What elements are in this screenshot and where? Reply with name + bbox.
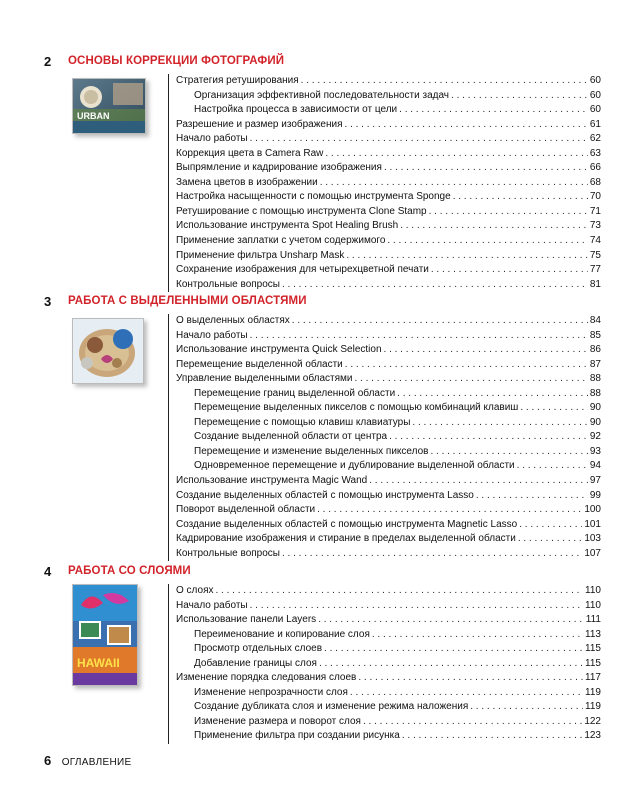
toc-dot-leader xyxy=(350,686,583,701)
toc-entry xyxy=(169,729,601,744)
toc-dot-leader xyxy=(430,445,587,460)
toc-entry-title: Начало работы xyxy=(176,133,248,145)
toc-entry-page: 88 xyxy=(589,387,601,399)
footer-label: ОГЛАВЛЕНИЕ xyxy=(61,757,132,768)
toc-entry-page: 117 xyxy=(585,672,601,684)
toc-entry-page: 88 xyxy=(589,373,601,385)
chapter-number: 2 xyxy=(44,54,52,69)
toc-entry-page: 66 xyxy=(589,162,601,174)
toc-dot-leader xyxy=(319,657,583,672)
toc-entry-page: 86 xyxy=(589,344,601,356)
toc-dot-leader xyxy=(518,532,583,547)
toc-entry-title: Настройка насыщенности с помощью инструмента Sponge xyxy=(176,191,451,203)
toc-entry-page: 100 xyxy=(584,504,601,516)
toc-dot-leader xyxy=(476,489,588,504)
toc-dot-leader xyxy=(389,430,588,445)
hawaii-postcard-image xyxy=(73,585,137,685)
toc-entry-title: Начало работы xyxy=(176,599,248,611)
toc-entry xyxy=(169,459,601,474)
toc-entry-title: Выпрямление и кадрирование изображения xyxy=(176,162,382,174)
chapter-2-toc xyxy=(168,74,601,292)
toc-entry-page: 74 xyxy=(589,235,601,247)
toc-entry-title: Коррекция цвета в Camera Raw xyxy=(176,147,324,159)
toc-entry-title: Создание выделенных областей с помощью инструмента Magnetic Lasso xyxy=(176,518,518,530)
toc-entry xyxy=(169,445,601,460)
toc-dot-leader xyxy=(384,161,588,176)
toc-dot-leader xyxy=(397,387,588,402)
toc-entry xyxy=(169,278,601,293)
chapter-title: РАБОТА С ВЫДЕЛЕННЫМИ ОБЛАСТЯМИ xyxy=(68,295,307,307)
toc-entry xyxy=(169,715,601,730)
chapter-number: 3 xyxy=(44,294,52,309)
toc-entry-title: О выделенных областях xyxy=(176,315,290,326)
toc-entry xyxy=(169,103,601,118)
toc-entry xyxy=(169,474,601,489)
toc-dot-leader xyxy=(318,613,584,628)
toc-entry xyxy=(169,234,601,249)
chapter-number: 4 xyxy=(44,564,52,579)
toc-entry xyxy=(169,387,601,402)
toc-entry xyxy=(169,628,601,643)
toc-entry-title: Использование инструмента Quick Selection xyxy=(176,344,382,356)
toc-entry-title: Использование панели Layers xyxy=(176,614,317,626)
toc-entry-page: 97 xyxy=(589,475,601,487)
toc-entry-title: Организация эффективной последовательности задач xyxy=(194,89,450,101)
chapter-4-thumbnail xyxy=(72,584,138,686)
toc-entry-page: 87 xyxy=(589,358,601,370)
toc-entry xyxy=(169,263,601,278)
toc-dot-leader xyxy=(412,416,587,431)
toc-entry-title: Создание выделенных областей с помощью инструмента Lasso xyxy=(176,489,474,501)
toc-entry-title: Управление выделенными областями xyxy=(176,373,353,385)
toc-entry-page: 61 xyxy=(589,118,601,130)
toc-dot-leader xyxy=(250,329,588,344)
toc-entry xyxy=(169,584,601,599)
toc-entry-page: 111 xyxy=(585,614,601,626)
toc-entry xyxy=(169,89,601,104)
toc-entry xyxy=(169,358,601,373)
toc-entry xyxy=(169,118,601,133)
toc-entry xyxy=(169,249,601,264)
toc-dot-leader xyxy=(402,729,582,744)
toc-dot-leader xyxy=(517,459,588,474)
toc-entry xyxy=(169,343,601,358)
toc-entry xyxy=(169,700,601,715)
toc-entry-title: Изменение размера и поворот слоя xyxy=(194,715,361,727)
toc-entry-title: Контрольные вопросы xyxy=(176,278,280,290)
toc-entry xyxy=(169,147,601,162)
toc-dot-leader xyxy=(282,547,582,562)
toc-dot-leader xyxy=(317,503,582,518)
toc-dot-leader xyxy=(369,474,588,489)
urban-photo-image xyxy=(73,79,145,133)
toc-entry-page: 90 xyxy=(589,416,601,428)
toc-entry-title: Добавление границы слоя xyxy=(194,657,317,669)
toc-entry xyxy=(169,489,601,504)
toc-dot-leader xyxy=(372,628,583,643)
toc-dot-leader xyxy=(215,584,583,599)
toc-entry-page: 110 xyxy=(585,599,601,611)
toc-entry-page: 62 xyxy=(589,133,601,145)
toc-entry-title: Перемещение и изменение выделенных пикселов xyxy=(194,445,429,457)
toc-dot-leader xyxy=(470,700,583,715)
toc-entry-page: 119 xyxy=(585,701,601,713)
toc-entry-page: 94 xyxy=(589,460,601,472)
chapter-3-thumbnail xyxy=(72,318,144,384)
toc-entry-title: Перемещение с помощью клавиш клавиатуры xyxy=(194,416,411,428)
toc-entry-title: Стратегия ретуширования xyxy=(176,75,299,86)
toc-dot-leader xyxy=(292,314,588,329)
urban-image-text: URBAN xyxy=(77,111,110,121)
toc-dot-leader xyxy=(250,132,588,147)
chapter-header xyxy=(0,294,632,310)
toc-entry xyxy=(169,547,601,562)
toc-entry xyxy=(169,430,601,445)
toc-entry-title: Кадрирование изображения и стирание в пределах выделенной области xyxy=(176,533,516,545)
toc-entry-title: Использование инструмента Magic Wand xyxy=(176,475,368,487)
toc-entry-page: 122 xyxy=(584,715,601,727)
toc-entry xyxy=(169,613,601,628)
toc-entry xyxy=(169,219,601,234)
toc-dot-leader xyxy=(355,372,588,387)
toc-entry-page: 93 xyxy=(589,445,601,457)
toc-entry-title: Перемещение границ выделенной области xyxy=(194,387,396,399)
toc-entry-title: Применение заплатки с учетом содержимого xyxy=(176,235,386,247)
toc-dot-leader xyxy=(400,219,588,234)
toc-entry-page: 63 xyxy=(589,147,601,159)
toc-entry-page: 77 xyxy=(589,264,601,276)
toc-entry-title: Создание выделенной области от центра xyxy=(194,431,388,443)
toc-dot-leader xyxy=(363,715,582,730)
toc-entry xyxy=(169,329,601,344)
toc-dot-leader xyxy=(324,642,583,657)
toc-entry-title: Перемещение выделенной области xyxy=(176,358,343,370)
toc-dot-leader xyxy=(345,118,588,133)
footer-page-number: 6 xyxy=(44,753,52,768)
toc-dot-leader xyxy=(250,599,583,614)
chapter-header xyxy=(0,54,632,70)
toc-dot-leader xyxy=(520,401,588,416)
toc-dot-leader xyxy=(282,278,588,293)
toc-entry-page: 60 xyxy=(589,75,601,86)
toc-entry-page: 85 xyxy=(589,329,601,341)
toc-entry-page: 81 xyxy=(589,278,601,290)
toc-entry-page: 101 xyxy=(584,518,601,530)
toc-entry xyxy=(169,132,601,147)
toc-entry-page: 73 xyxy=(589,220,601,232)
toc-entry-page: 107 xyxy=(584,547,601,559)
toc-entry-page: 115 xyxy=(585,643,601,655)
toc-dot-leader xyxy=(345,358,588,373)
toc-entry-title: Сохранение изображения для четырехцветной печати xyxy=(176,264,429,276)
toc-entry-title: Применение фильтра Unsharp Mask xyxy=(176,249,345,261)
toc-entry xyxy=(169,176,601,191)
toc-entry xyxy=(169,503,601,518)
toc-entry-page: 70 xyxy=(589,191,601,203)
toc-entry-title: Настройка процесса в зависимости от цели xyxy=(194,104,398,116)
toc-entry-title: Начало работы xyxy=(176,329,248,341)
toc-entry-title: Замена цветов в изображении xyxy=(176,176,318,188)
toc-entry-page: 119 xyxy=(585,686,601,698)
toc-entry xyxy=(169,416,601,431)
toc-dot-leader xyxy=(320,176,588,191)
toc-entry-page: 103 xyxy=(584,533,601,545)
toc-dot-leader xyxy=(346,249,588,264)
toc-entry-page: 99 xyxy=(589,489,601,501)
toc-entry-title: Контрольные вопросы xyxy=(176,547,280,559)
toc-entry-title: Разрешение и размер изображения xyxy=(176,118,343,130)
toc-entry-title: Одновременное перемещение и дублирование выделенной области xyxy=(194,460,515,472)
toc-entry-title: Изменение порядка следования слоев xyxy=(176,672,357,684)
toc-dot-leader xyxy=(301,74,588,89)
chapter-4-toc xyxy=(168,584,601,744)
toc-entry-title: Переименование и копирование слоя xyxy=(194,628,370,640)
toc-dot-leader xyxy=(451,89,588,104)
toc-entry-page: 110 xyxy=(585,585,601,596)
toc-dot-leader xyxy=(384,343,588,358)
chapter-title: РАБОТА СО СЛОЯМИ xyxy=(68,565,191,577)
toc-entry xyxy=(169,205,601,220)
chapter-2-thumbnail xyxy=(72,78,146,134)
toc-entry-page: 68 xyxy=(589,176,601,188)
toc-entry xyxy=(169,401,601,416)
toc-entry xyxy=(169,518,601,533)
toc-entry-title: Перемещение выделенных пикселов с помощью комбинаций клавиш xyxy=(194,402,519,414)
toc-entry-page: 75 xyxy=(589,249,601,261)
toc-entry-page: 71 xyxy=(589,205,601,217)
toc-entry-title: Изменение непрозрачности слоя xyxy=(194,686,348,698)
toc-dot-leader xyxy=(325,147,588,162)
hawaii-image-text: HAWAII xyxy=(77,656,120,670)
toc-entry-page: 115 xyxy=(585,657,601,669)
toc-entry xyxy=(169,372,601,387)
chapter-3-toc xyxy=(168,314,601,561)
toc-entry-title: Применение фильтра при создании рисунка xyxy=(194,730,400,742)
toc-entry xyxy=(169,671,601,686)
toc-entry-title: Ретуширование с помощью инструмента Clone Stamp xyxy=(176,205,427,217)
toc-entry xyxy=(169,599,601,614)
toc-entry xyxy=(169,657,601,672)
toc-dot-leader xyxy=(519,518,582,533)
chapter-header xyxy=(0,564,632,580)
toc-entry xyxy=(169,190,601,205)
toc-entry-page: 92 xyxy=(589,431,601,443)
toc-entry xyxy=(169,74,601,89)
toc-dot-leader xyxy=(453,190,588,205)
toc-entry xyxy=(169,314,601,329)
toc-entry xyxy=(169,686,601,701)
toc-dot-leader xyxy=(358,671,583,686)
toc-entry-title: Поворот выделенной области xyxy=(176,504,316,516)
toc-entry-title: Просмотр отдельных слоев xyxy=(194,643,323,655)
toc-entry xyxy=(169,642,601,657)
toc-entry xyxy=(169,532,601,547)
toc-dot-leader xyxy=(399,103,588,118)
toc-entry-page: 60 xyxy=(589,89,601,101)
toc-dot-leader xyxy=(429,205,588,220)
toc-entry-page: 84 xyxy=(589,315,601,326)
chapter-title: ОСНОВЫ КОРРЕКЦИИ ФОТОГРАФИЙ xyxy=(68,55,285,67)
toc-dot-leader xyxy=(387,234,588,249)
page-footer xyxy=(44,752,131,770)
toc-entry-page: 90 xyxy=(589,402,601,414)
toc-entry-title: Создание дубликата слоя и изменение режима наложения xyxy=(194,701,469,713)
objects-photo-image xyxy=(73,319,143,383)
toc-entry-title: Использование инструмента Spot Healing Brush xyxy=(176,220,399,232)
toc-entry-page: 113 xyxy=(585,628,601,640)
toc-entry-title: О слоях xyxy=(176,585,214,596)
toc-entry-page: 60 xyxy=(589,104,601,116)
toc-dot-leader xyxy=(431,263,588,278)
toc-entry xyxy=(169,161,601,176)
toc-entry-page: 123 xyxy=(584,730,601,742)
